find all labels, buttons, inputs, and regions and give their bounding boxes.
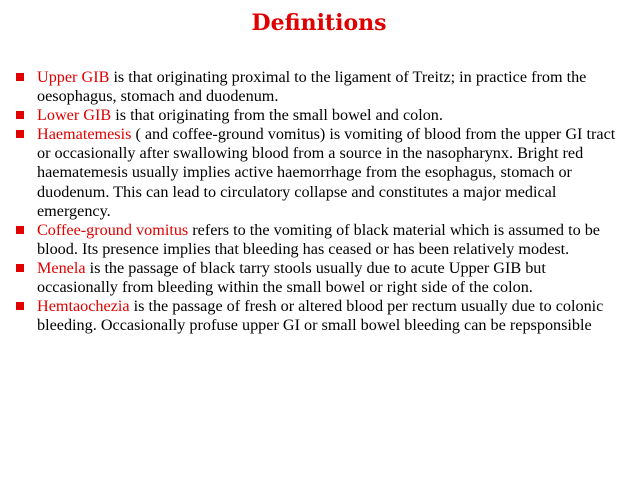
definition-text: is the passage of fresh or altered blood per rectum usually due to colonic bleeding. Occasionally profuse upper GI or small bowel bleeding can be repsponsible: [37, 297, 604, 335]
square-bullet-icon: [16, 302, 24, 310]
definition-text: is that originating from the small bowel and colon.: [111, 106, 443, 125]
definition-text: ( and coffee-ground vomitus) is vomiting of blood from the upper GI tract or occasionally after swallowing blood from a source in the nasopharynx. Bright red haematemesis usually implies active haemorrhage from the esophagus, stomach or duodenum. This can lead to circulatory collapse and constitutes a major medical emergency.: [37, 125, 616, 220]
definition-text: is that originating proximal to the ligament of Treitz; in practice from the oesophagus, stomach and duodenum.: [37, 68, 587, 106]
slide-title: Definitions: [251, 10, 387, 36]
square-bullet-icon: [16, 73, 24, 81]
list-item: [16, 259, 622, 297]
list-item: [16, 221, 622, 259]
square-bullet-icon: [16, 111, 24, 119]
definition-term: Coffee-ground vomitus: [37, 220, 189, 239]
square-bullet-icon: [16, 226, 24, 234]
definition-term: Hemtaochezia: [37, 297, 130, 316]
definition-term: Lower GIB: [37, 106, 112, 125]
list-item: [16, 68, 622, 106]
square-bullet-icon: [16, 264, 24, 272]
list-item: [16, 125, 622, 220]
definitions-list: [16, 68, 622, 335]
square-bullet-icon: [16, 130, 24, 138]
list-item: [16, 106, 622, 125]
definition-term: Menela: [37, 258, 86, 277]
definition-text: refers to the vomiting of black material which is assumed to be blood. Its presence implies that bleeding has ceased or has been relatively modest.: [37, 220, 600, 258]
definition-term: Upper GIB: [37, 68, 110, 86]
definition-term: Haematemesis: [37, 125, 132, 144]
list-item: [16, 297, 622, 335]
definition-text: is the passage of black tarry stools usually due to acute Upper GIB but occasionally from bleeding within the small bowel or right side of the colon.: [37, 258, 546, 297]
